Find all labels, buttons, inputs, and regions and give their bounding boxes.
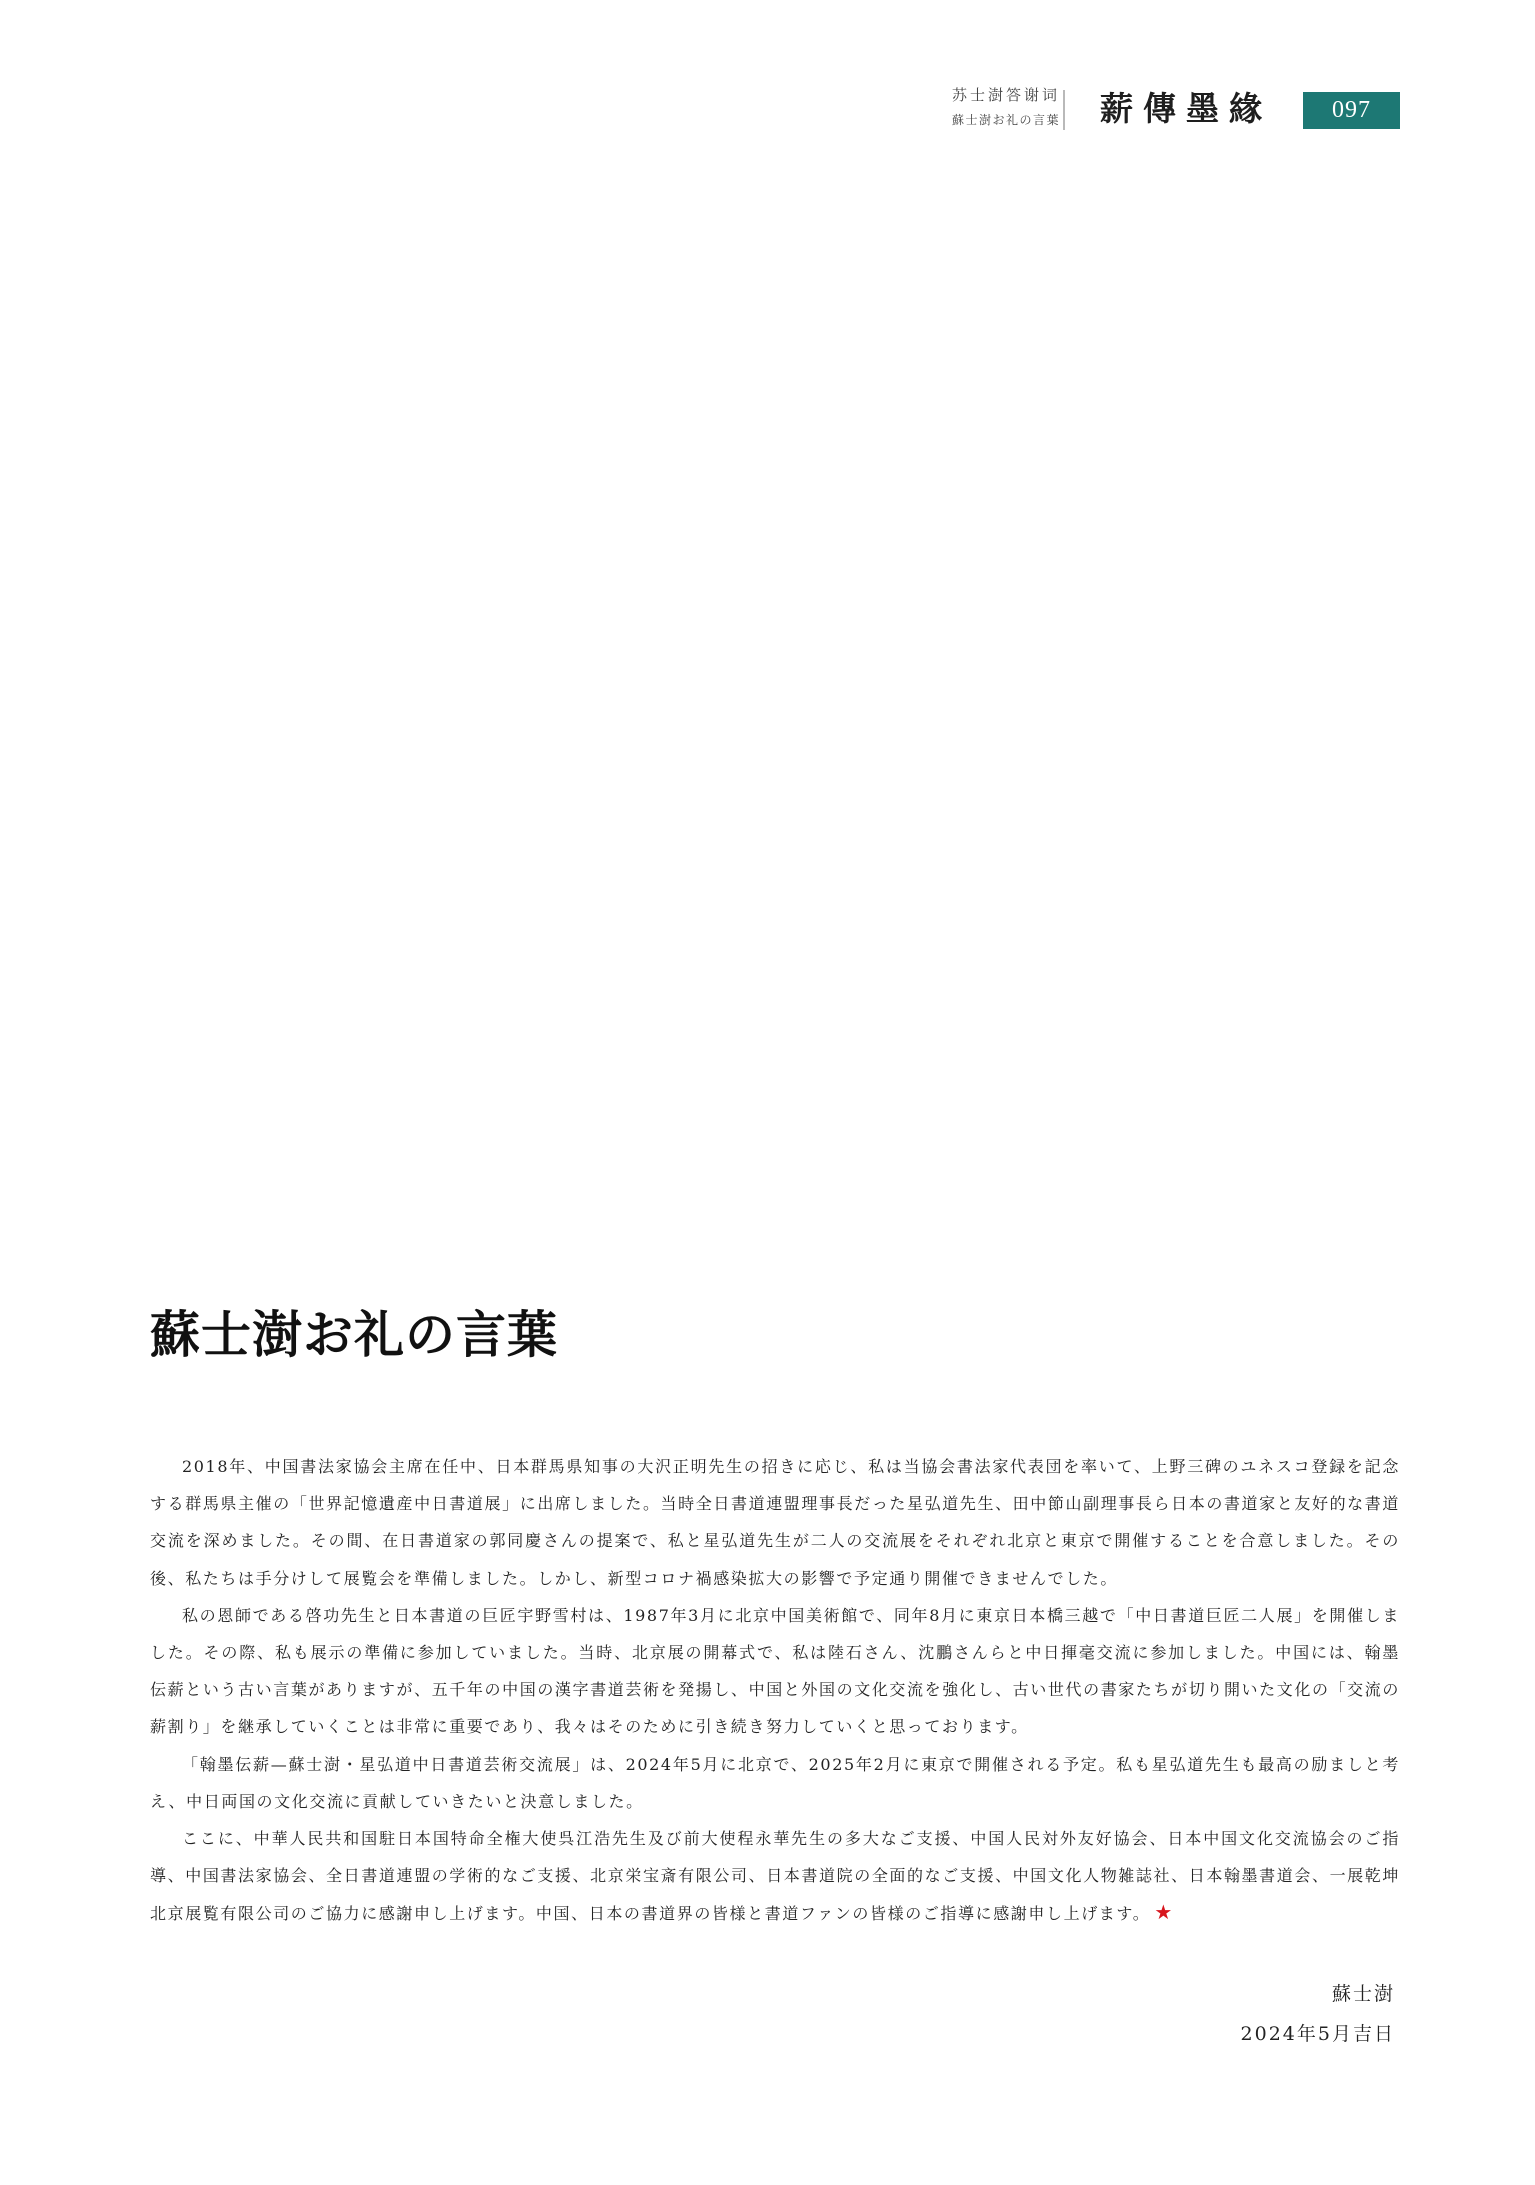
- header-divider: [1063, 90, 1065, 130]
- book-logo: 薪傳墨緣: [1100, 89, 1272, 128]
- end-star-icon: ★: [1154, 1900, 1174, 1925]
- paragraph-text: 「翰墨伝薪—蘇士澍・星弘道中日書道芸術交流展」は、2024年5月に北京で、2025年2月に東京で開催される予定。私も星弘道先生も最高の励ましと考え、中日両国の文化交流に貢献していきたいと決意しました。: [150, 1754, 1400, 1811]
- page-number-badge: 097: [1303, 92, 1400, 129]
- paragraph-text: ここに、中華人民共和国駐日本国特命全権大使呉江浩先生及び前大使程永華先生の多大なご支援、中国人民対外友好協会、日本中国文化交流協会のご指導、中国書法家協会、全日書道連盟の学術的なご支援、北京栄宝斎有限公司、日本書道院の全面的なご支援、中国文化人物雑誌社、日本翰墨書道会、一展乾坤北京展覧有限公司のご協力に感謝申し上げます。中国、日本の書道界の皆様と書道ファンの皆様のご指導に感謝申し上げます。: [150, 1829, 1400, 1924]
- paragraph-text: 2018年、中国書法家協会主席在任中、日本群馬県知事の大沢正明先生の招きに応じ、私は当協会書法家代表団を率いて、上野三碑のユネスコ登録を記念する群馬県主催の「世界記憶遺産中日書道展」に出席しました。当時全日書道連盟理事長だった星弘道先生、田中節山副理事長ら日本の書道家と友好的な書道交流を深めました。その間、在日書道家の郭同慶さんの提案で、私と星弘道先生が二人の交流展をそれぞれ北京と東京で開催することを合意しました。その後、私たちは手分けして展覧会を準備しました。しかし、新型コロナ禍感染拡大の影響で予定通り開催できませんでした。: [150, 1457, 1400, 1588]
- signature-name: 蘇士澍: [1331, 1983, 1395, 2005]
- running-header: [860, 88, 1060, 126]
- paragraph: [150, 1820, 1400, 1933]
- paragraph: [150, 1448, 1400, 1597]
- signature-date: 2024年5月吉日: [1240, 2023, 1395, 2045]
- document-title: 蘇士澍お礼の言葉: [150, 1305, 558, 1364]
- section-title-chinese: 苏士澍答谢词: [951, 86, 1060, 104]
- paragraph: [150, 1746, 1400, 1820]
- paragraph: [150, 1597, 1400, 1746]
- section-title-japanese: 蘇士澍お礼の言葉: [951, 113, 1060, 127]
- body-text: [150, 1448, 1400, 1933]
- paragraph-text: 私の恩師である啓功先生と日本書道の巨匠宇野雪村は、1987年3月に北京中国美術館で、同年8月に東京日本橋三越で「中日書道巨匠二人展」を開催しました。その際、私も展示の準備に参加していました。当時、北京展の開幕式で、私は陸石さん、沈鵬さんらと中日揮毫交流に参加しました。中国には、翰墨伝薪という古い言葉がありますが、五千年の中国の漢字書道芸術を発揚し、中国と外国の文化交流を強化し、古い世代の書家たちが切り開いた文化の「交流の薪割り」を継承していくことは非常に重要であり、我々はそのために引き続き努力していくと思っております。: [150, 1605, 1400, 1737]
